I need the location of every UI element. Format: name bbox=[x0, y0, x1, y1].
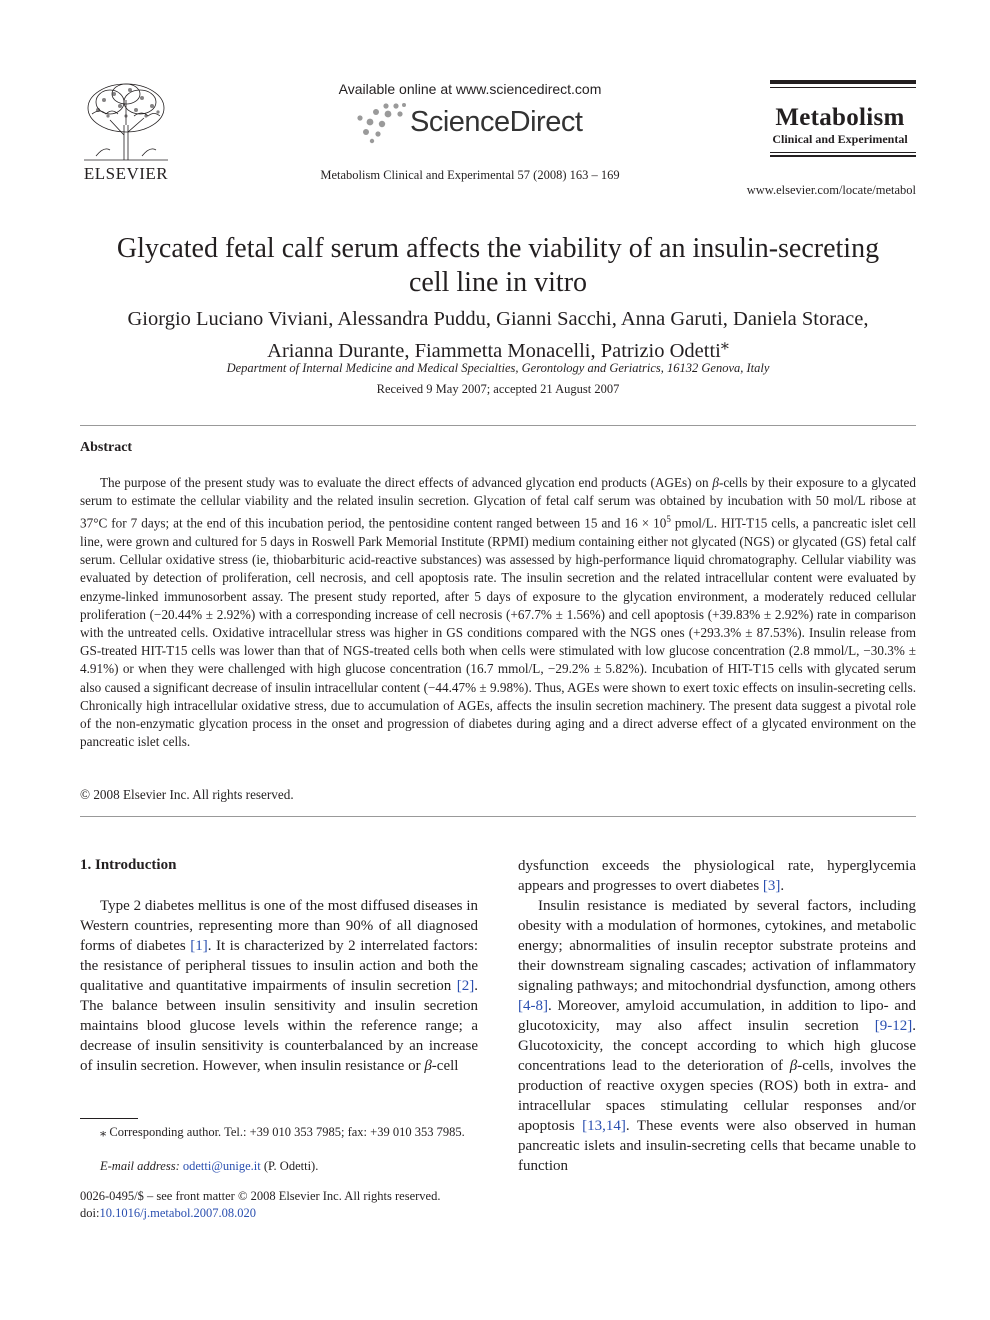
beta-symbol: β bbox=[789, 1058, 798, 1074]
divider bbox=[80, 425, 916, 426]
email-note bbox=[100, 1158, 478, 1175]
paragraph-text: Type 2 diabetes mellitus is one of the most diffused diseases in Western countries, representing more than 90% of all diagnosed forms of diabetes bbox=[80, 898, 478, 954]
abstract-heading: Abstract bbox=[80, 440, 133, 455]
paragraph-text: . Glucotoxicity, the concept according to which high glucose concentrations lead to the deterioration of bbox=[518, 1018, 916, 1074]
elsevier-tree-icon bbox=[80, 80, 172, 162]
corresponding-mark[interactable]: ⁎ bbox=[720, 336, 729, 353]
journal-title: Metabolism bbox=[775, 104, 905, 131]
paragraph bbox=[518, 896, 916, 1176]
abstract-text-part: -cells by their exposure to a glycated serum to estimate the cellular viability and the related insulin secretion. Glycation of fetal calf serum was obtained by incubation with 50 mol/L ribose at 37°C for 7 days; at the end of this incubation period, the pentosidine content ranged between 15 and 16 × 10 bbox=[80, 475, 917, 531]
doi-link[interactable]: 10.1016/j.metabol.2007.08.020 bbox=[99, 1206, 257, 1220]
available-online-text: Available online at www.sciencedirect.com bbox=[338, 81, 602, 97]
paragraph bbox=[518, 856, 916, 896]
received-dates: Received 9 May 2007; accepted 21 August 2007 bbox=[376, 382, 620, 396]
paragraph bbox=[80, 896, 478, 1076]
beta-symbol: β bbox=[712, 475, 719, 490]
abstract-text-part: The purpose of the present study was to evaluate the direct effects of advanced glycation end products (AGEs) on bbox=[100, 475, 713, 490]
superscript: 5 bbox=[666, 514, 671, 525]
paragraph-text: Insulin resistance is mediated by several factors, including obesity with a modulation of hormones, cytokines, and metabolic energy; abnormalities of insulin receptor substrate proteins and their downstream signaling cascades; activation of inflammatory signaling pathways; and mitochondrial dysfunction, among others bbox=[518, 898, 916, 994]
paper-title bbox=[80, 232, 916, 300]
journal-subtitle: Clinical and Experimental bbox=[772, 132, 908, 146]
journal-url-link[interactable]: www.elsevier.com/locate/metabol bbox=[746, 183, 916, 197]
masthead-rule bbox=[770, 152, 916, 153]
abstract-text-part: pmol/L. HIT-T15 cells, a pancreatic islet cell line, were grown and cultured for 5 days in Roswell Park Memorial Institute (RPMI) medium containing either not glycated (NGS) or glycated (GS) fetal calf serum. Cellular oxidative stress (ie, thiobarbituric acid-reactive substances) was assessed by high-performance liquid chromatography. Cellular viability was evaluated by detection of proliferation, cell necrosis, and cell apoptosis rate. The insulin secretion and the related intracellular content were evaluated by enzyme-linked immunosorbent assay. The present study reported, after 5 days of exposure to the glycation environment, a moderately reduced cellular proliferation (−20.44% ± 2.92%) with a corresponding increase of cell necrosis (+67.7% ± 1.56%) and cell apoptosis (+39.83% ± 2.92%) rate in comparison with the untreated cells. Oxidative intracellular stress was higher in GS conditions compared with the NGS ones (+293.3% ± 87.53%). Insulin release from GS-treated HIT-T15 cells was lower than that of NGS-treated cells both when cells were stimulated with low glucose concentration (2.8 mmol/L, −30.3% ± 4.91%) or when they were challenged with high glucose concentration (16.7 mmol/L, −29.2% ± 5.82%). Incubation of HIT-T15 cells with glycated serum also caused a significant decrease of insulin intracellular content (−44.47% ± 9.98%). Thus, AGEs were shown to exert toxic effects on insulin-secreting cells. Chronically high intracellular oxidative stress, due to accumulation of AGEs, affects the insulin secretion machinery. The present data suggest a pivotal role of the non-enzymatic glycation process in the onset and progression of diabetes during aging and a direct adverse effect of a glycated environment on the pancreatic islet cells. bbox=[80, 515, 916, 750]
title-line: Glycated fetal calf serum affects the viability of an insulin-secreting bbox=[116, 233, 880, 264]
paragraph-text: -cells, involves the production of reactive oxygen species (ROS) both in extra- and intracellular spaces stimulating cellular responses and/or apoptosis bbox=[518, 1058, 916, 1134]
affiliation: Department of Internal Medicine and Medical Specialties, Gerontology and Geriatrics, 16132 Genova, Italy bbox=[226, 361, 770, 375]
reference-link[interactable]: [9-12] bbox=[874, 1018, 913, 1034]
left-column bbox=[80, 896, 478, 1076]
journal-citation: Metabolism Clinical and Experimental 57 (2008) 163 – 169 bbox=[320, 168, 620, 182]
authors-line bbox=[80, 332, 916, 364]
abstract-copyright: © 2008 Elsevier Inc. All rights reserved. bbox=[80, 787, 294, 802]
sciencedirect-logo bbox=[352, 102, 592, 144]
authors-line-text: Arianna Durante, Fiammetta Monacelli, Patrizio Odetti bbox=[267, 339, 721, 362]
abstract-text bbox=[80, 474, 916, 751]
publisher-name: ELSEVIER bbox=[83, 164, 169, 183]
paragraph-text: . It is characterized by 2 interrelated factors: the resistance of peripheral tissues to insulin action and both the qualitative and quantitative impairments of insulin secretion bbox=[80, 938, 478, 994]
sciencedirect-brand: ScienceDirect bbox=[410, 106, 583, 138]
reference-link[interactable]: [1] bbox=[190, 938, 208, 954]
author-list bbox=[80, 306, 916, 364]
paragraph-text: dysfunction exceeds the physiological rate, hyperglycemia appears and progresses to overt diabetes bbox=[518, 858, 916, 894]
front-matter bbox=[80, 1188, 500, 1222]
email-name: (P. Odetti). bbox=[260, 1159, 319, 1173]
corresponding-author-note: ⁎ Corresponding author. Tel.: +39 010 353 7985; fax: +39 010 353 7985. bbox=[100, 1125, 465, 1139]
front-matter-text: 0026-0495/$ – see front matter © 2008 Elsevier Inc. All rights reserved. bbox=[80, 1189, 441, 1203]
authors-line: Giorgio Luciano Viviani, Alessandra Puddu, Gianni Sacchi, Anna Garuti, Daniela Storace, bbox=[127, 308, 869, 330]
masthead-rule bbox=[770, 80, 916, 84]
sciencedirect-dots-icon bbox=[352, 102, 410, 144]
paragraph-text: . The balance between insulin sensitivity and insulin secretion maintains blood glucose levels within the reference range; a decrease of insulin sensitivity is counterbalanced by an increase of insulin secretion. However, when insulin resistance or bbox=[80, 978, 478, 1074]
masthead-rule bbox=[770, 155, 916, 157]
right-column bbox=[518, 856, 916, 1176]
footnote-rule bbox=[80, 1118, 138, 1119]
reference-link[interactable]: [4-8] bbox=[518, 998, 548, 1014]
section-heading: 1. Introduction bbox=[80, 857, 177, 873]
paragraph-text: . Moreover, amyloid accumulation, in addition to lipo- and glucotoxicity, may also affect insulin secretion bbox=[518, 998, 916, 1034]
title-line: cell line in vitro bbox=[408, 267, 588, 298]
paragraph-text: . These events were also observed in human pancreatic islets and insulin-secreting cells that became unable to function bbox=[518, 1118, 916, 1174]
email-link[interactable]: odetti@unige.it bbox=[182, 1159, 261, 1173]
reference-link[interactable]: [3] bbox=[762, 878, 781, 894]
paragraph-text: -cell bbox=[431, 1058, 459, 1074]
elsevier-logo bbox=[80, 80, 172, 184]
reference-link[interactable]: [13,14] bbox=[582, 1118, 626, 1134]
email-label: E-mail address: bbox=[100, 1159, 180, 1173]
divider bbox=[80, 816, 916, 817]
doi-label: doi: bbox=[80, 1206, 100, 1220]
masthead-rule bbox=[770, 87, 916, 88]
beta-symbol: β bbox=[424, 1058, 432, 1074]
paragraph-text: . bbox=[780, 878, 785, 894]
doi-line bbox=[80, 1205, 500, 1222]
reference-link[interactable]: [2] bbox=[456, 978, 475, 994]
